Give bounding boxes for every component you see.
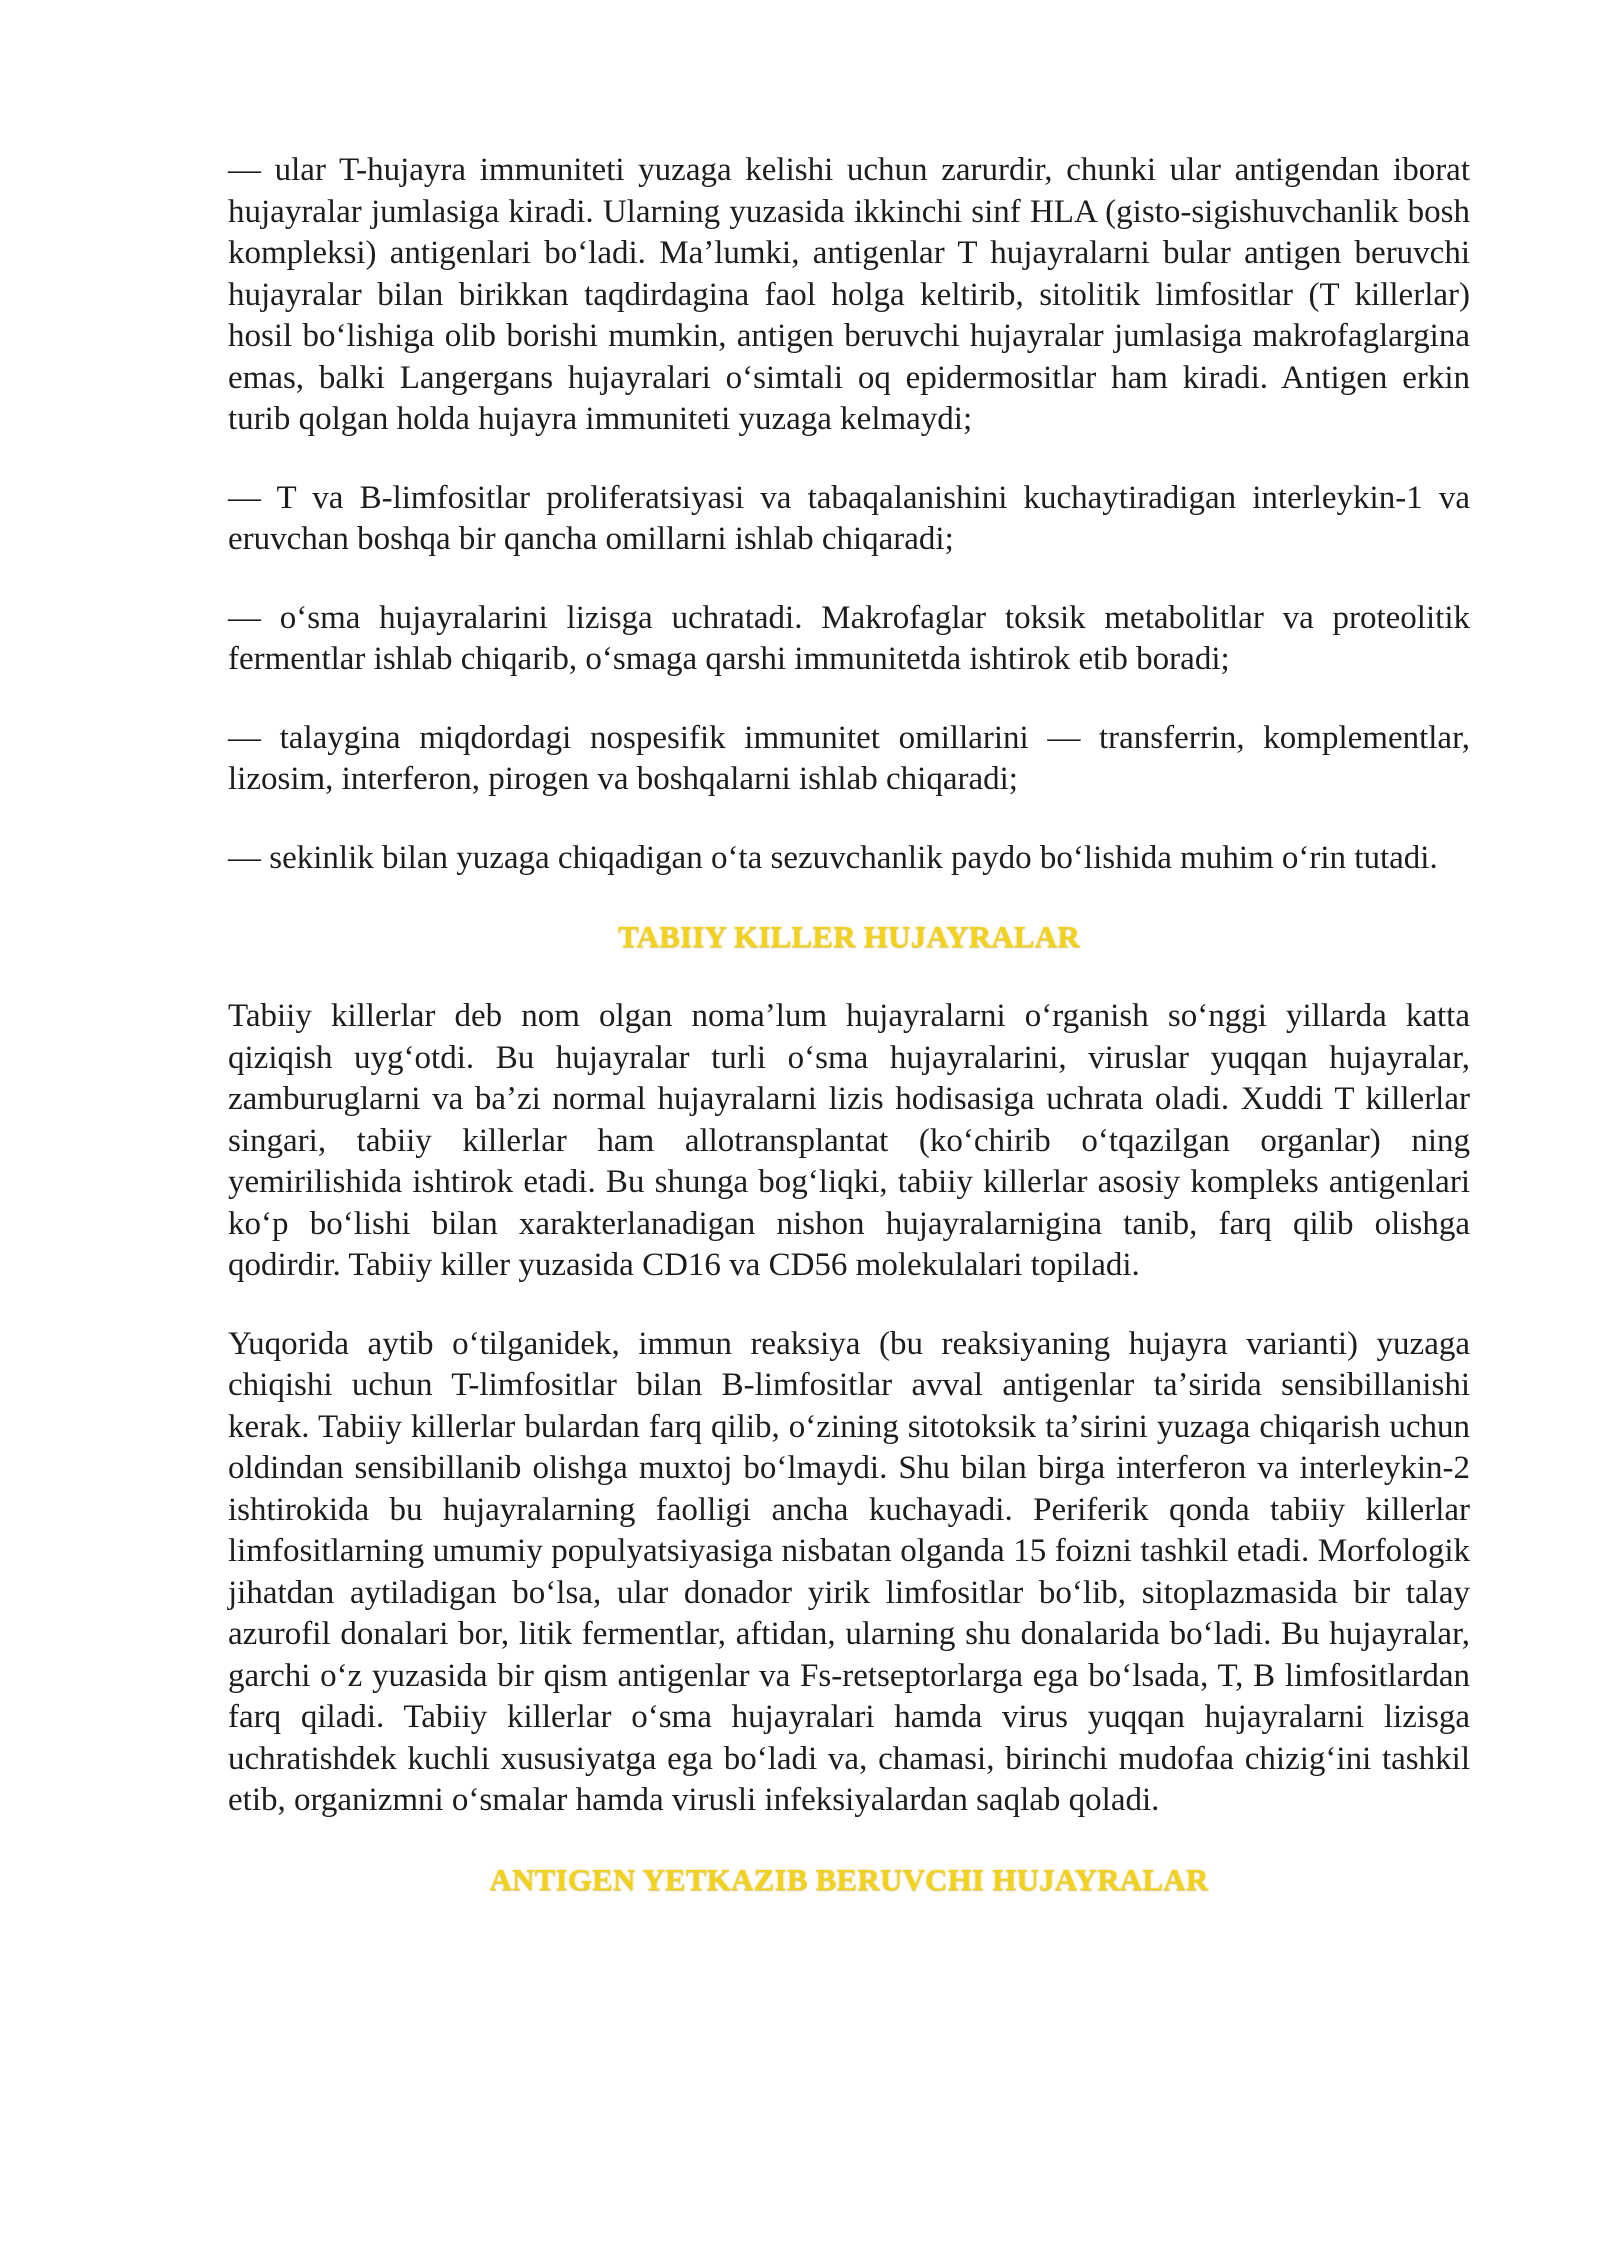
document-page (228, 150, 1470, 1940)
paragraph-interleukin: — T va B-limfositlar proliferatsiyasi va tabaqalanishini kuchaytiradigan interleykin-1 va eruvchan boshqa bir qancha omillarni ishlab chiqaradi; (228, 479, 1470, 557)
section-heading-antigen-presenting-cells: ANTIGEN YETKAZIB BERUVCHI HUJAYRALAR (489, 1861, 1209, 1897)
paragraph-tumor-lysis: — oʻsma hujayralarini lizisga uchratadi. Makrofaglar toksik metabolitlar va proteolitik fermentlar ishlab chiqarib, oʻsmaga qarshi immunitetda ishtirok etib boradi; (228, 599, 1470, 677)
paragraph-t-cell-immunity: — ular T-hujayra immuniteti yuzaga kelishi uchun zarurdir, chunki ular antigendan iborat hujayralar jumlasiga kiradi. Ularning yuzasida ikkinchi sinf HLA (gisto-sigishuvchanlik bosh kompleksi) antigenlari boʻladi. Maʼlumki, antigenlar T hujayralarni bular antigen beruvchi hujayralar bilan birikkan taqdirdagina faol holga keltirib, sitolitik limfositlar (T killerlar) hosil boʻlishiga olib borishi mumkin, antigen beruvchi hujayralar jumlasiga makrofaglargina emas, balki Langergans hujayralari oʻsimtali oq epidermositlar ham kiradi. Antigen erkin turib qolgan holda hujayra immuniteti yuzaga kelmaydi; (228, 152, 1470, 437)
paragraph-nonspecific-factors: — talaygina miqdordagi nospesifik immunitet omillarini — transferrin, komplementlar, lizosim, interferon, pirogen va boshqalarni ishlab chiqaradi; (228, 719, 1470, 797)
paragraph-hypersensitivity: — sekinlik bilan yuzaga chiqadigan oʻta sezuvchanlik paydo boʻlishida muhim oʻrin tutadi. (228, 839, 1438, 876)
paragraph-natural-killers-intro: Tabiiy killerlar deb nom olgan nomaʼlum hujayralarni oʻrganish soʻnggi yillarda katta qiziqish uygʻotdi. Bu hujayralar turli oʻsma hujayralarini, viruslar yuqqan hujayralar, zamburuglarni va baʼzi normal hujayralarni lizis hodisasiga uchrata oladi. Xuddi T killerlar singari, tabiiy killerlar ham allotransplantat (koʻchirib oʻtqazilgan organlar) ning yemirilishida ishtirok etadi. Bu shunga bogʻliqki, tabiiy killerlar asosiy kompleks antigenlari koʻp boʻlishi bilan xarakterlanadigan nishon hujayralarnigina tanib, farq qilib olishga qodirdir. Tabiiy killer yuzasida CD16 va CD56 molekulalari topiladi. (228, 998, 1470, 1283)
paragraph-natural-killers-detail: Yuqorida aytib oʻtilganidek, immun reaksiya (bu reaksiyaning hujayra varianti) yuzaga chiqishi uchun T-limfositlar bilan B-limfositlar avval antigenlar taʼsirida sensibillanishi kerak. Tabiiy killerlar bulardan farq qilib, oʻzining sitotoksik taʼsirini yuzaga chiqarish uchun oldindan sensibillanib olishga muxtoj boʻlmaydi. Shu bilan birga interferon va interleykin-2 ishtirokida bu hujayralarning faolligi ancha kuchayadi. Periferik qonda tabiiy killerlar limfositlarning umumiy populyatsiyasiga nisbatan olganda 15 foizni tashkil etadi. Morfologik jihatdan aytiladigan boʻlsa, ular donador yirik limfositlar boʻlib, sitoplazmasida bir talay azurofil donalari bor, litik fermentlar, aftidan, ularning shu donalarida boʻladi. Bu hujayralar, garchi oʻz yuzasida bir qism antigenlar va Fs-retseptorlarga ega boʻlsada, T, B limfositlardan farq qiladi. Tabiiy killerlar oʻsma hujayralari hamda virus yuqqan hujayralarni lizisga uchratishdek kuchli xususiyatga ega boʻladi va, chamasi, birinchi mudofaa chizigʻini tashkil etib, organizmni oʻsmalar hamda virusli infeksiyalardan saqlab qoladi. (228, 1325, 1470, 1818)
section-heading-natural-killers: TABIIY KILLER HUJAYRALAR (618, 919, 1080, 954)
